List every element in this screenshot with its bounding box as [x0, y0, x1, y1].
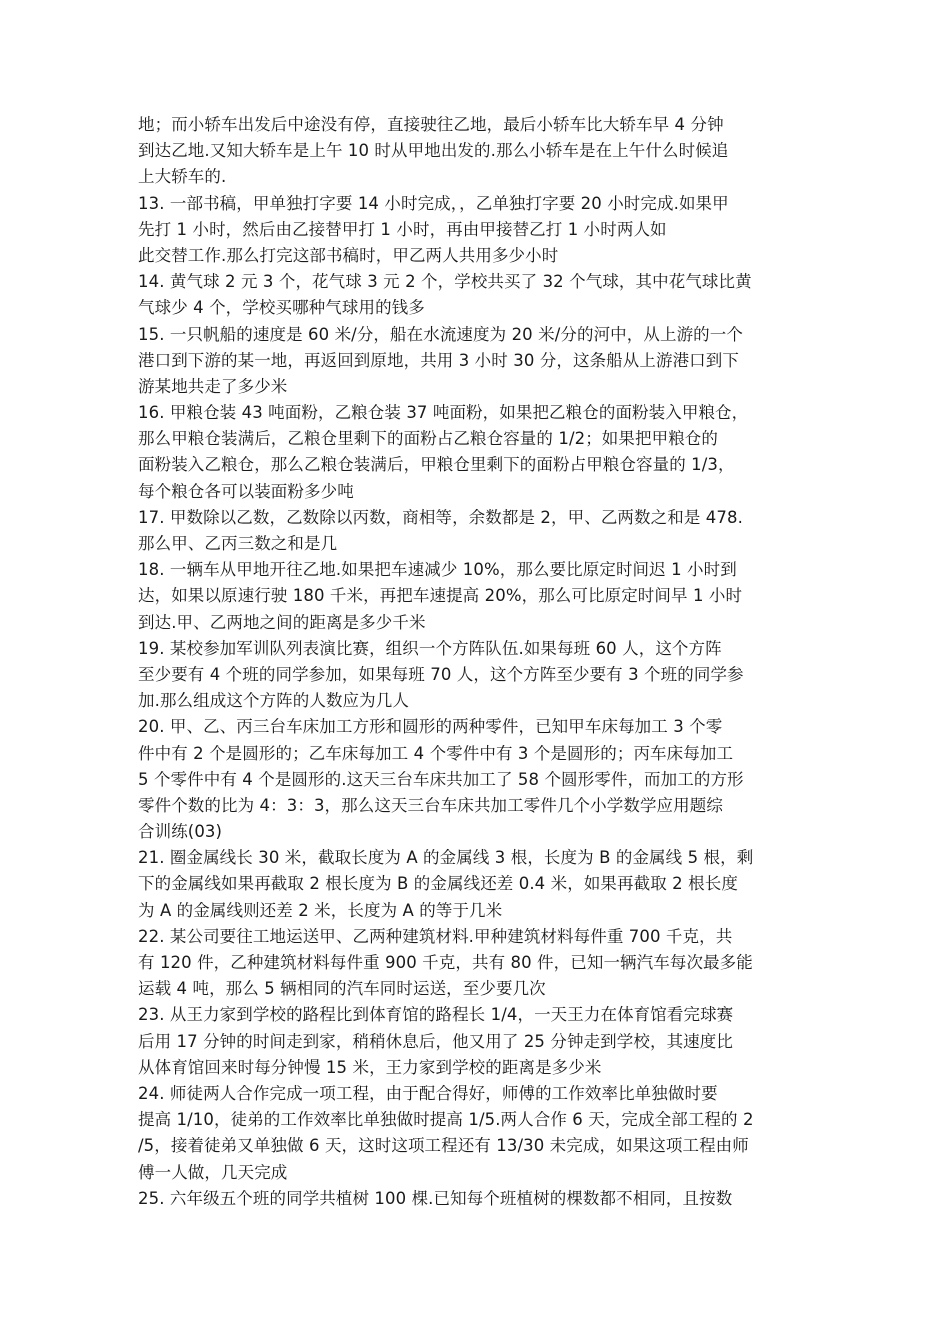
text-line: 5 个零件中有 4 个是圆形的.这天三台车床共加工了 58 个圆形零件，而加工的方形 — [138, 769, 744, 789]
problem-14-line: 14. 黄气球 2 元 3 个，花气球 3 元 2 个，学校共买了 32 个气球，其中花气球比黄 — [138, 272, 752, 292]
problem-19-line: 19. 某校参加军训队列表演比赛，组织一个方阵队伍.如果每班 60 人，这个方阵 — [138, 638, 722, 658]
problem-21-line: 21. 圈金属线长 30 米，截取长度为 A 的金属线 3 根，长度为 B 的金属线 5 根，剩 — [138, 848, 754, 868]
text-line: 到达.甲、乙两地之间的距离是多少千米 — [138, 612, 426, 632]
text-line: 为 A 的金属线则还差 2 米，长度为 A 的等于几米 — [138, 900, 503, 920]
problem-25-line: 25. 六年级五个班的同学共植树 100 棵.已知每个班植树的棵数都不相同，且按数 — [138, 1188, 733, 1208]
text-line: 有 120 件，乙种建筑材料每件重 900 千克，共有 80 件，已知一辆汽车每次最多能 — [138, 953, 753, 972]
text-line: 后用 17 分钟的时间走到家，稍稍休息后，他又用了 25 分钟走到学校，其速度比 — [138, 1031, 733, 1051]
document-body — [138, 112, 828, 1212]
problem-23-line: 23. 从王力家到学校的路程比到体育馆的路程长 1/4，一天王力在体育馆看完球赛 — [138, 1005, 734, 1025]
problem-18-line: 18. 一辆车从甲地开往乙地.如果把车速减少 10%，那么要比原定时间迟 1 小时到 — [138, 560, 737, 580]
text-line: 零件个数的比为 4：3：3，那么这天三台车床共加工零件几个小学数学应用题综 — [138, 795, 723, 815]
problem-16-line: 16. 甲粮仓装 43 吨面粉，乙粮仓装 37 吨面粉，如果把乙粮仓的面粉装入甲粮仓， — [138, 403, 749, 423]
text-line: 游某地共走了多少米 — [138, 376, 288, 396]
text-line: 那么甲粮仓装满后，乙粮仓里剩下的面粉占乙粮仓容量的 1/2；如果把甲粮仓的 — [138, 429, 718, 449]
text-line: 先打 1 小时，然后由乙接替甲打 1 小时，再由甲接替乙打 1 小时两人如 — [138, 219, 667, 239]
text-line: 那么甲、乙丙三数之和是几 — [138, 534, 338, 553]
problem-22-line: 22. 某公司要往工地运送甲、乙两种建筑材料.甲种建筑材料每件重 700 千克，共 — [138, 926, 733, 946]
problem-17-line: 17. 甲数除以乙数，乙数除以丙数，商相等，余数都是 2，甲、乙两数之和是 478. — [138, 507, 743, 527]
text-line: 傅一人做，几天完成 — [138, 1162, 288, 1182]
text-line: 提高 1/10，徒弟的工作效率比单独做时提高 1/5.两人合作 6 天，完成全部工程的 2 — [138, 1110, 754, 1130]
text-line: 下的金属线如果再截取 2 根长度为 B 的金属线还差 0.4 米，如果再截取 2 根长度 — [138, 874, 738, 894]
text-line: 上大轿车的. — [138, 167, 227, 187]
text-line: /5，接着徒弟又单独做 6 天，这时这项工程还有 13/30 未完成，如果这项工程由师 — [138, 1136, 749, 1156]
text-line: 港口到下游的某一地，再返回到原地，共用 3 小时 30 分，这条船从上游港口到下 — [138, 350, 739, 370]
text-line: 此交替工作.那么打完这部书稿时，甲乙两人共用多少小时 — [138, 245, 559, 265]
problem-13-line: 13. 一部书稿，甲单独打字要 14 小时完成，，乙单独打字要 20 小时完成.如果甲 — [138, 193, 729, 213]
text-line: 合训练(03) — [138, 822, 223, 842]
text-line: 件中有 2 个是圆形的；乙车床每加工 4 个零件中有 3 个是圆形的；丙车床每加工 — [138, 743, 734, 763]
text-line: 从体育馆回来时每分钟慢 15 米，王力家到学校的距离是多少米 — [138, 1057, 602, 1077]
problem-24-line: 24. 师徒两人合作完成一项工程，由于配合得好，师傅的工作效率比单独做时要 — [138, 1083, 718, 1103]
problem-20-line: 20. 甲、乙、丙三台车床加工方形和圆形的两种零件，已知甲车床每加工 3 个零 — [138, 717, 723, 737]
text-line: 面粉装入乙粮仓，那么乙粮仓装满后，甲粮仓里剩下的面粉占甲粮仓容量的 1/3， — [138, 455, 735, 475]
text-line: 地；而小轿车出发后中途没有停，直接驶往乙地，最后小轿车比大轿车早 4 分钟 — [138, 115, 724, 134]
text-line: 至少要有 4 个班的同学参加，如果每班 70 人，这个方阵至少要有 3 个班的同学参 — [138, 664, 744, 684]
text-line: 到达乙地.又知大轿车是上午 10 时从甲地出发的.那么小轿车是在上午什么时候追 — [138, 141, 729, 161]
problem-15-line: 15. 一只帆船的速度是 60 米/分，船在水流速度为 20 米/分的河中，从上游的一个 — [138, 324, 743, 344]
text-line: 运载 4 吨，那么 5 辆相同的汽车同时运送，至少要几次 — [138, 979, 546, 999]
text-line: 每个粮仓各可以装面粉多少吨 — [138, 481, 354, 501]
text-line: 加.那么组成这个方阵的人数应为几人 — [138, 691, 409, 711]
text-line: 达，如果以原速行驶 180 千米，再把车速提高 20%，那么可比原定时间早 1 小时 — [138, 586, 743, 606]
text-line: 气球少 4 个，学校买哪种气球用的钱多 — [138, 298, 425, 318]
